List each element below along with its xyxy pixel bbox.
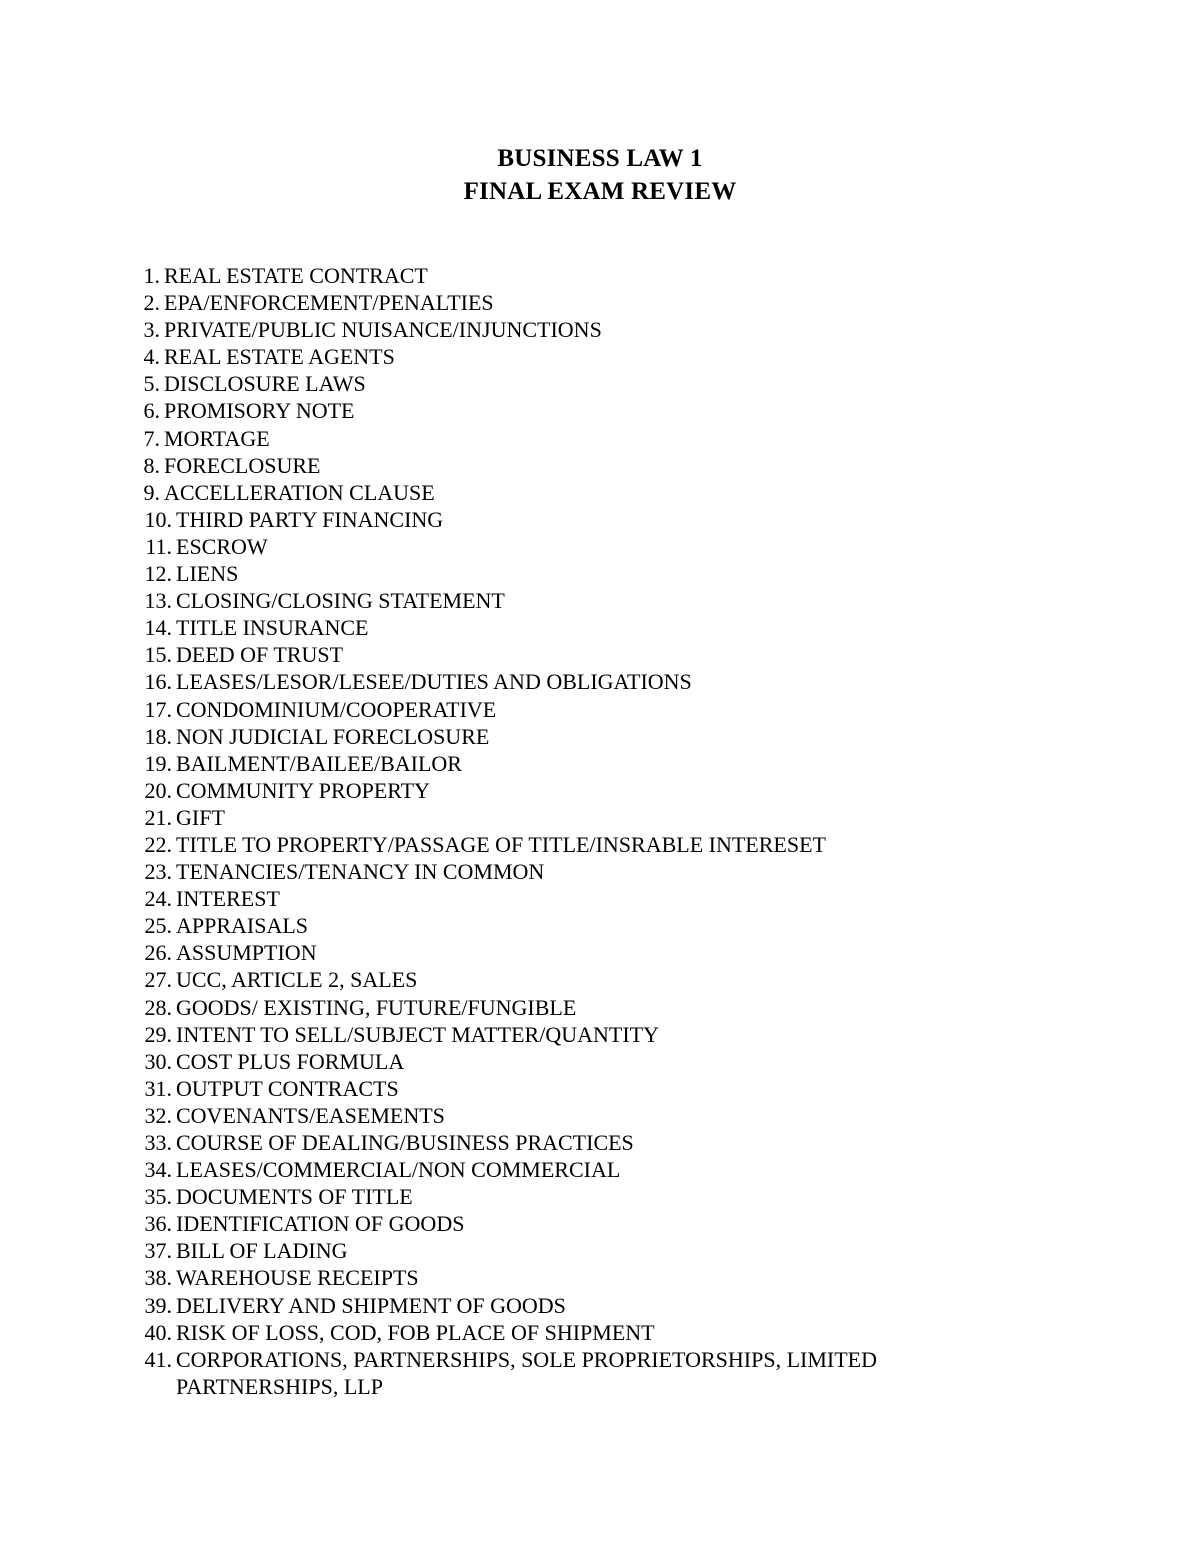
list-item-number: 27.	[144, 967, 172, 993]
list-item-number: 25.	[144, 913, 172, 939]
list-item-number: 19.	[144, 750, 172, 776]
list-item-text: NON JUDICIAL FORECLOSURE	[176, 723, 490, 749]
list-item	[0, 506, 1200, 533]
list-item-text: INTENT TO SELL/SUBJECT MATTER/QUANTITY	[176, 1021, 659, 1047]
list-item	[0, 397, 1200, 424]
title-line-1: BUSINESS LAW 1	[497, 145, 703, 172]
list-item	[0, 641, 1200, 668]
list-item	[0, 370, 1200, 397]
list-item-number: 3.	[143, 317, 160, 343]
list-item	[0, 1156, 1200, 1183]
list-item-text: LIENS	[176, 561, 239, 587]
list-item	[0, 831, 1200, 858]
list-item-text: PRIVATE/PUBLIC NUISANCE/INJUNCTIONS	[164, 317, 602, 343]
list-item-text: PROMISORY NOTE	[164, 398, 355, 424]
list-item-text: IDENTIFICATION OF GOODS	[176, 1211, 465, 1237]
list-item-number: 5.	[143, 371, 160, 397]
list-item-number: 11.	[145, 533, 172, 559]
list-item-text: MORTAGE	[164, 425, 270, 451]
list-item-text: TITLE TO PROPERTY/PASSAGE OF TITLE/INSRABLE INTERESET	[176, 831, 826, 857]
list-item	[0, 1292, 1200, 1319]
list-item	[0, 994, 1200, 1021]
list-item-text: REAL ESTATE AGENTS	[164, 344, 395, 370]
list-item-text: EPA/ENFORCEMENT/PENALTIES	[164, 290, 494, 316]
list-item-text: ESCROW	[176, 533, 268, 559]
list-item-text: ACCELLERATION CLAUSE	[164, 479, 435, 505]
list-item-number: 33.	[144, 1130, 172, 1155]
list-item-number: 29.	[144, 1021, 172, 1047]
list-item-text: THIRD PARTY FINANCING	[176, 506, 444, 532]
list-item-number: 28.	[144, 994, 172, 1020]
list-item	[0, 1210, 1200, 1237]
list-item	[0, 614, 1200, 641]
list-item-text: COVENANTS/EASEMENTS	[176, 1102, 445, 1128]
list-item-number: 34.	[144, 1157, 172, 1183]
list-item-number: 13.	[144, 588, 172, 614]
list-item	[0, 1129, 1200, 1156]
list-item-text: FORECLOSURE	[164, 452, 321, 478]
list-item	[0, 750, 1200, 777]
list-item-text: DELIVERY AND SHIPMENT OF GOODS	[176, 1292, 566, 1318]
list-item-number: 21.	[144, 804, 172, 830]
list-item-number: 30.	[144, 1048, 172, 1074]
list-item	[0, 479, 1200, 506]
list-item-number: 35.	[144, 1184, 172, 1210]
list-item-number: 7.	[143, 425, 160, 451]
list-item	[0, 425, 1200, 452]
list-item-number: 31.	[144, 1075, 172, 1101]
list-item-number: 32.	[144, 1102, 172, 1128]
list-item-number: 36.	[144, 1211, 172, 1237]
list-item-text: COST PLUS FORMULA	[176, 1048, 405, 1074]
list-item	[0, 804, 1200, 831]
list-item-number: 16.	[144, 669, 172, 695]
list-item-text: REAL ESTATE CONTRACT	[164, 263, 428, 288]
list-item-number: 23.	[144, 859, 172, 885]
list-item-text: COURSE OF DEALING/BUSINESS PRACTICES	[176, 1130, 634, 1155]
list-item	[0, 316, 1200, 343]
list-item-text: GOODS/ EXISTING, FUTURE/FUNGIBLE	[176, 994, 577, 1020]
list-item	[0, 587, 1200, 614]
list-item	[0, 560, 1200, 587]
title-line-2: FINAL EXAM REVIEW	[463, 178, 737, 205]
topic-list	[0, 262, 1200, 1400]
list-item-text: CLOSING/CLOSING STATEMENT	[176, 588, 505, 614]
list-item-text: BAILMENT/BAILEE/BAILOR	[176, 750, 462, 776]
list-item-number: 6.	[143, 398, 160, 424]
list-item	[0, 966, 1200, 993]
list-item-text: WAREHOUSE RECEIPTS	[176, 1265, 419, 1291]
list-item-number: 2.	[143, 290, 160, 316]
list-item-text: OUTPUT CONTRACTS	[176, 1075, 399, 1101]
list-item-number: 17.	[144, 696, 172, 722]
list-item-number: 38.	[144, 1265, 172, 1291]
list-item-text: APPRAISALS	[176, 913, 309, 939]
list-item-number: 8.	[143, 452, 160, 478]
list-item-text: DISCLOSURE LAWS	[164, 371, 366, 397]
list-item-number: 24.	[144, 886, 172, 912]
list-item-number: 4.	[143, 344, 160, 370]
list-item	[0, 533, 1200, 560]
list-item-number: 9.	[143, 479, 160, 505]
list-item	[0, 1237, 1200, 1264]
list-item	[0, 858, 1200, 885]
list-item	[0, 668, 1200, 695]
list-item	[0, 1048, 1200, 1075]
list-item-text: DOCUMENTS OF TITLE	[176, 1184, 413, 1210]
list-item	[0, 1319, 1200, 1346]
list-item	[0, 1075, 1200, 1102]
list-item-text: LEASES/COMMERCIAL/NON COMMERCIAL	[176, 1157, 621, 1183]
list-item	[0, 1021, 1200, 1048]
list-item-text: CONDOMINIUM/COOPERATIVE	[176, 696, 497, 722]
list-item	[0, 1183, 1200, 1210]
list-item	[0, 885, 1200, 912]
list-item-text: CORPORATIONS, PARTNERSHIPS, SOLE PROPRIETORSHIPS, LIMITED PARTNERSHIPS, LLP	[176, 1346, 877, 1399]
list-item-text: BILL OF LADING	[176, 1238, 348, 1264]
list-item-text: INTEREST	[176, 886, 280, 912]
list-item	[0, 289, 1200, 316]
list-item-text: GIFT	[176, 804, 225, 830]
list-item	[0, 912, 1200, 939]
list-item	[0, 777, 1200, 804]
list-item-number: 18.	[144, 723, 172, 749]
list-item-text: ASSUMPTION	[176, 940, 317, 966]
list-item-text: DEED OF TRUST	[176, 642, 344, 668]
list-item	[0, 1346, 1200, 1400]
list-item-number: 37.	[144, 1238, 172, 1264]
list-item-number: 1.	[143, 263, 160, 288]
list-item	[0, 939, 1200, 966]
list-item-number: 22.	[144, 831, 172, 857]
list-item-number: 26.	[144, 940, 172, 966]
list-item	[0, 1102, 1200, 1129]
list-item	[0, 262, 1200, 289]
list-item-text: COMMUNITY PROPERTY	[176, 777, 430, 803]
document-title	[0, 142, 1200, 208]
list-item	[0, 696, 1200, 723]
list-item-number: 15.	[144, 642, 172, 668]
list-item-number: 12.	[144, 561, 172, 587]
list-item-text: RISK OF LOSS, COD, FOB PLACE OF SHIPMENT	[176, 1319, 655, 1345]
list-item-text: TITLE INSURANCE	[176, 615, 369, 641]
list-item-text: UCC, ARTICLE 2, SALES	[176, 967, 418, 993]
list-item	[0, 452, 1200, 479]
list-item-text: LEASES/LESOR/LESEE/DUTIES AND OBLIGATIONS	[176, 669, 692, 695]
list-item	[0, 723, 1200, 750]
list-item-number: 40.	[144, 1319, 172, 1345]
list-item-number: 39.	[144, 1292, 172, 1318]
list-item-number: 41.	[144, 1346, 172, 1372]
list-item-number: 14.	[144, 615, 172, 641]
list-item-number: 10.	[144, 506, 172, 532]
list-item-text: TENANCIES/TENANCY IN COMMON	[176, 859, 545, 885]
list-item	[0, 343, 1200, 370]
list-item	[0, 1264, 1200, 1291]
list-item-number: 20.	[144, 777, 172, 803]
